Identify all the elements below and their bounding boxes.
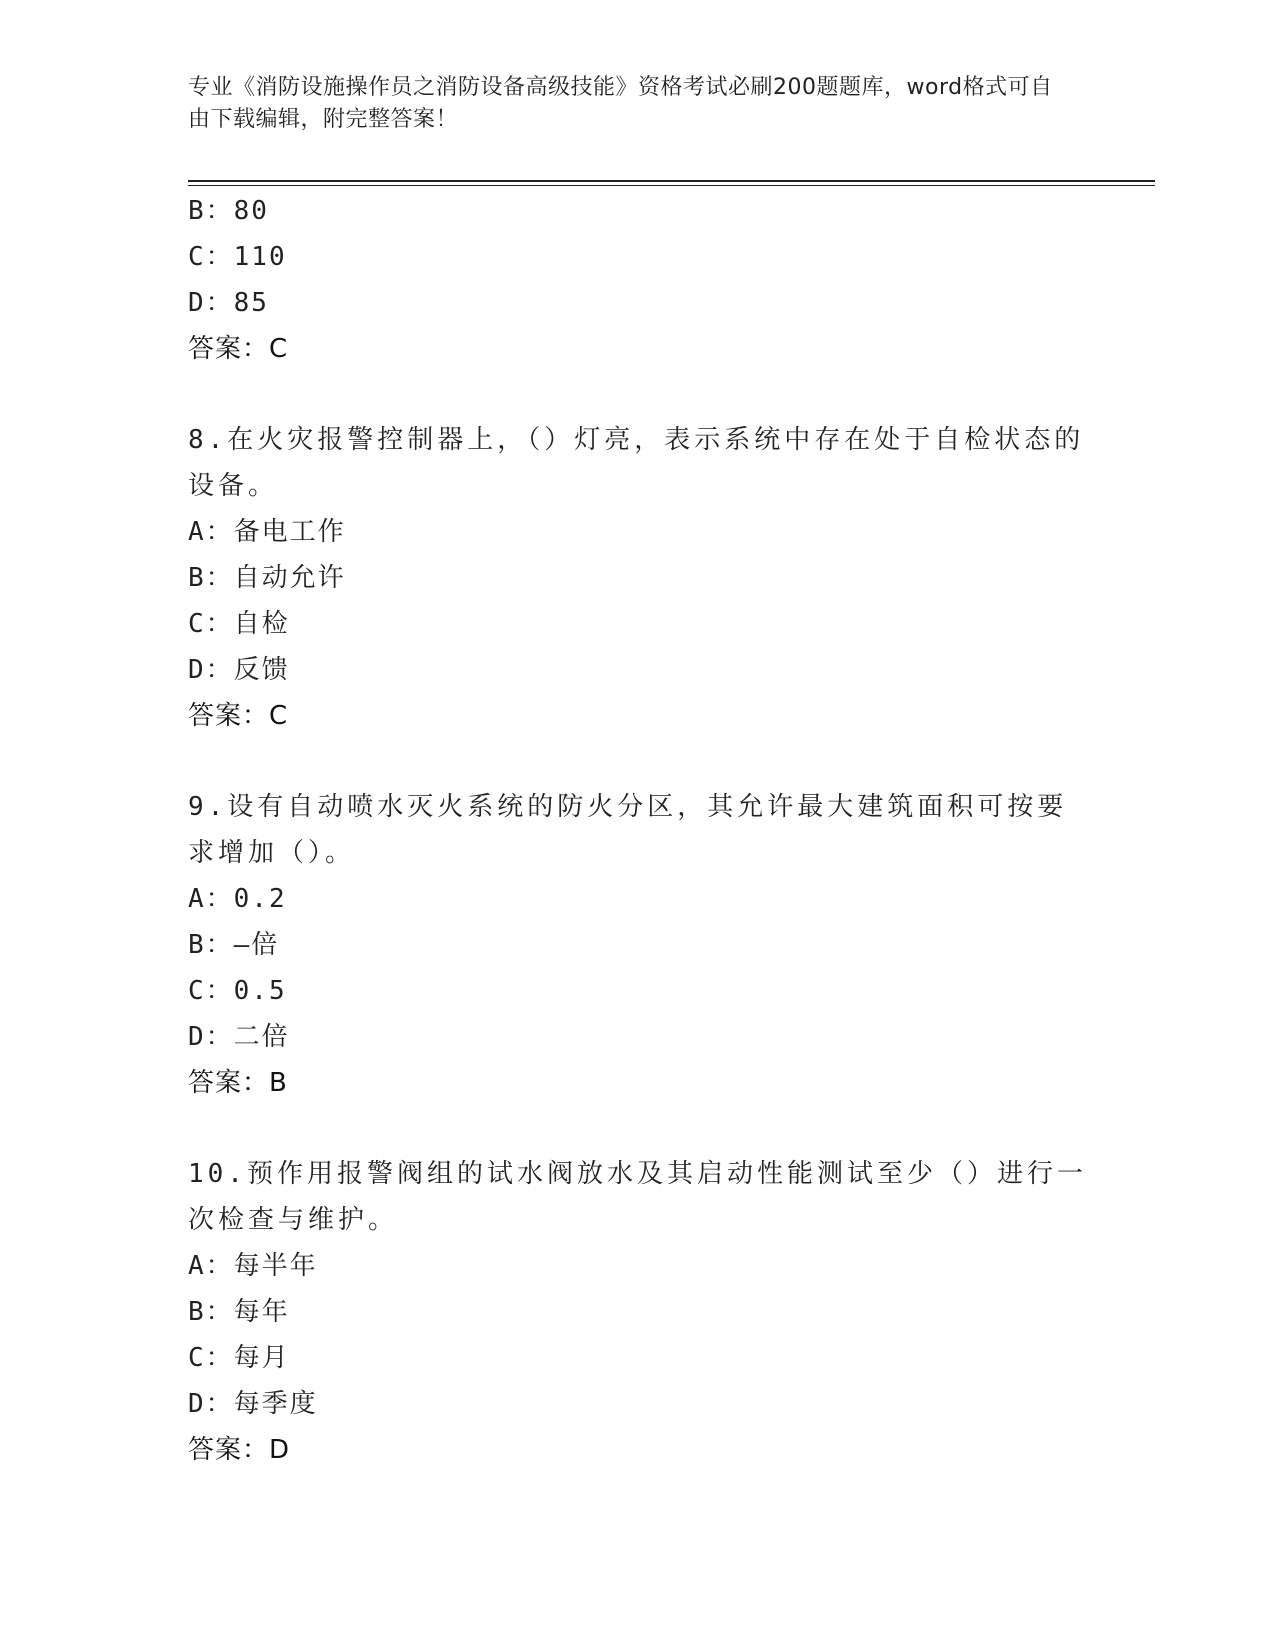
header-divider-top <box>188 180 1155 182</box>
question-list <box>188 188 1088 1473</box>
option-d: D：反馈 <box>188 655 290 685</box>
question-stem: 9.设有自动喷水灭火系统的防火分区，其允许最大建筑面积可按要求增加（）。 <box>188 792 1068 868</box>
option-a: A：每半年 <box>188 1251 318 1281</box>
option-b: B：80 <box>188 196 269 226</box>
page-header <box>188 72 1068 136</box>
option-b: B：每年 <box>188 1297 290 1327</box>
option-b: B：自动允许 <box>188 563 346 593</box>
page-title: 专业《消防设施操作员之消防设备高级技能》资格考试必刷200题题库，word格式可自由下载编辑，附完整答案！ <box>188 75 1053 132</box>
answer: 答案：D <box>188 1435 291 1465</box>
answer: 答案：C <box>188 701 289 731</box>
header-divider-bottom <box>188 185 1155 186</box>
option-c: C：110 <box>188 242 287 272</box>
option-d: D：85 <box>188 288 269 318</box>
question-stem: 8.在火灾报警控制器上，（）灯亮，表示系统中存在处于自检状态的设备。 <box>188 425 1085 501</box>
question-stem: 10.预作用报警阀组的试水阀放水及其启动性能测试至少（）进行一次检查与维护。 <box>188 1159 1087 1235</box>
option-a: A：备电工作 <box>188 517 346 547</box>
question-8 <box>188 417 1088 739</box>
option-c: C：0.5 <box>188 976 287 1006</box>
option-c: C：自检 <box>188 609 290 639</box>
answer: 答案：C <box>188 334 289 364</box>
option-b: B：—倍 <box>188 930 280 960</box>
option-c: C：每月 <box>188 1343 290 1373</box>
option-a: A：0.2 <box>188 884 287 914</box>
option-d: D：每季度 <box>188 1389 318 1419</box>
question-10 <box>188 1151 1088 1473</box>
question-continued <box>188 188 1088 372</box>
question-9 <box>188 784 1088 1106</box>
option-d: D：二倍 <box>188 1022 290 1052</box>
answer: 答案：B <box>188 1068 288 1098</box>
